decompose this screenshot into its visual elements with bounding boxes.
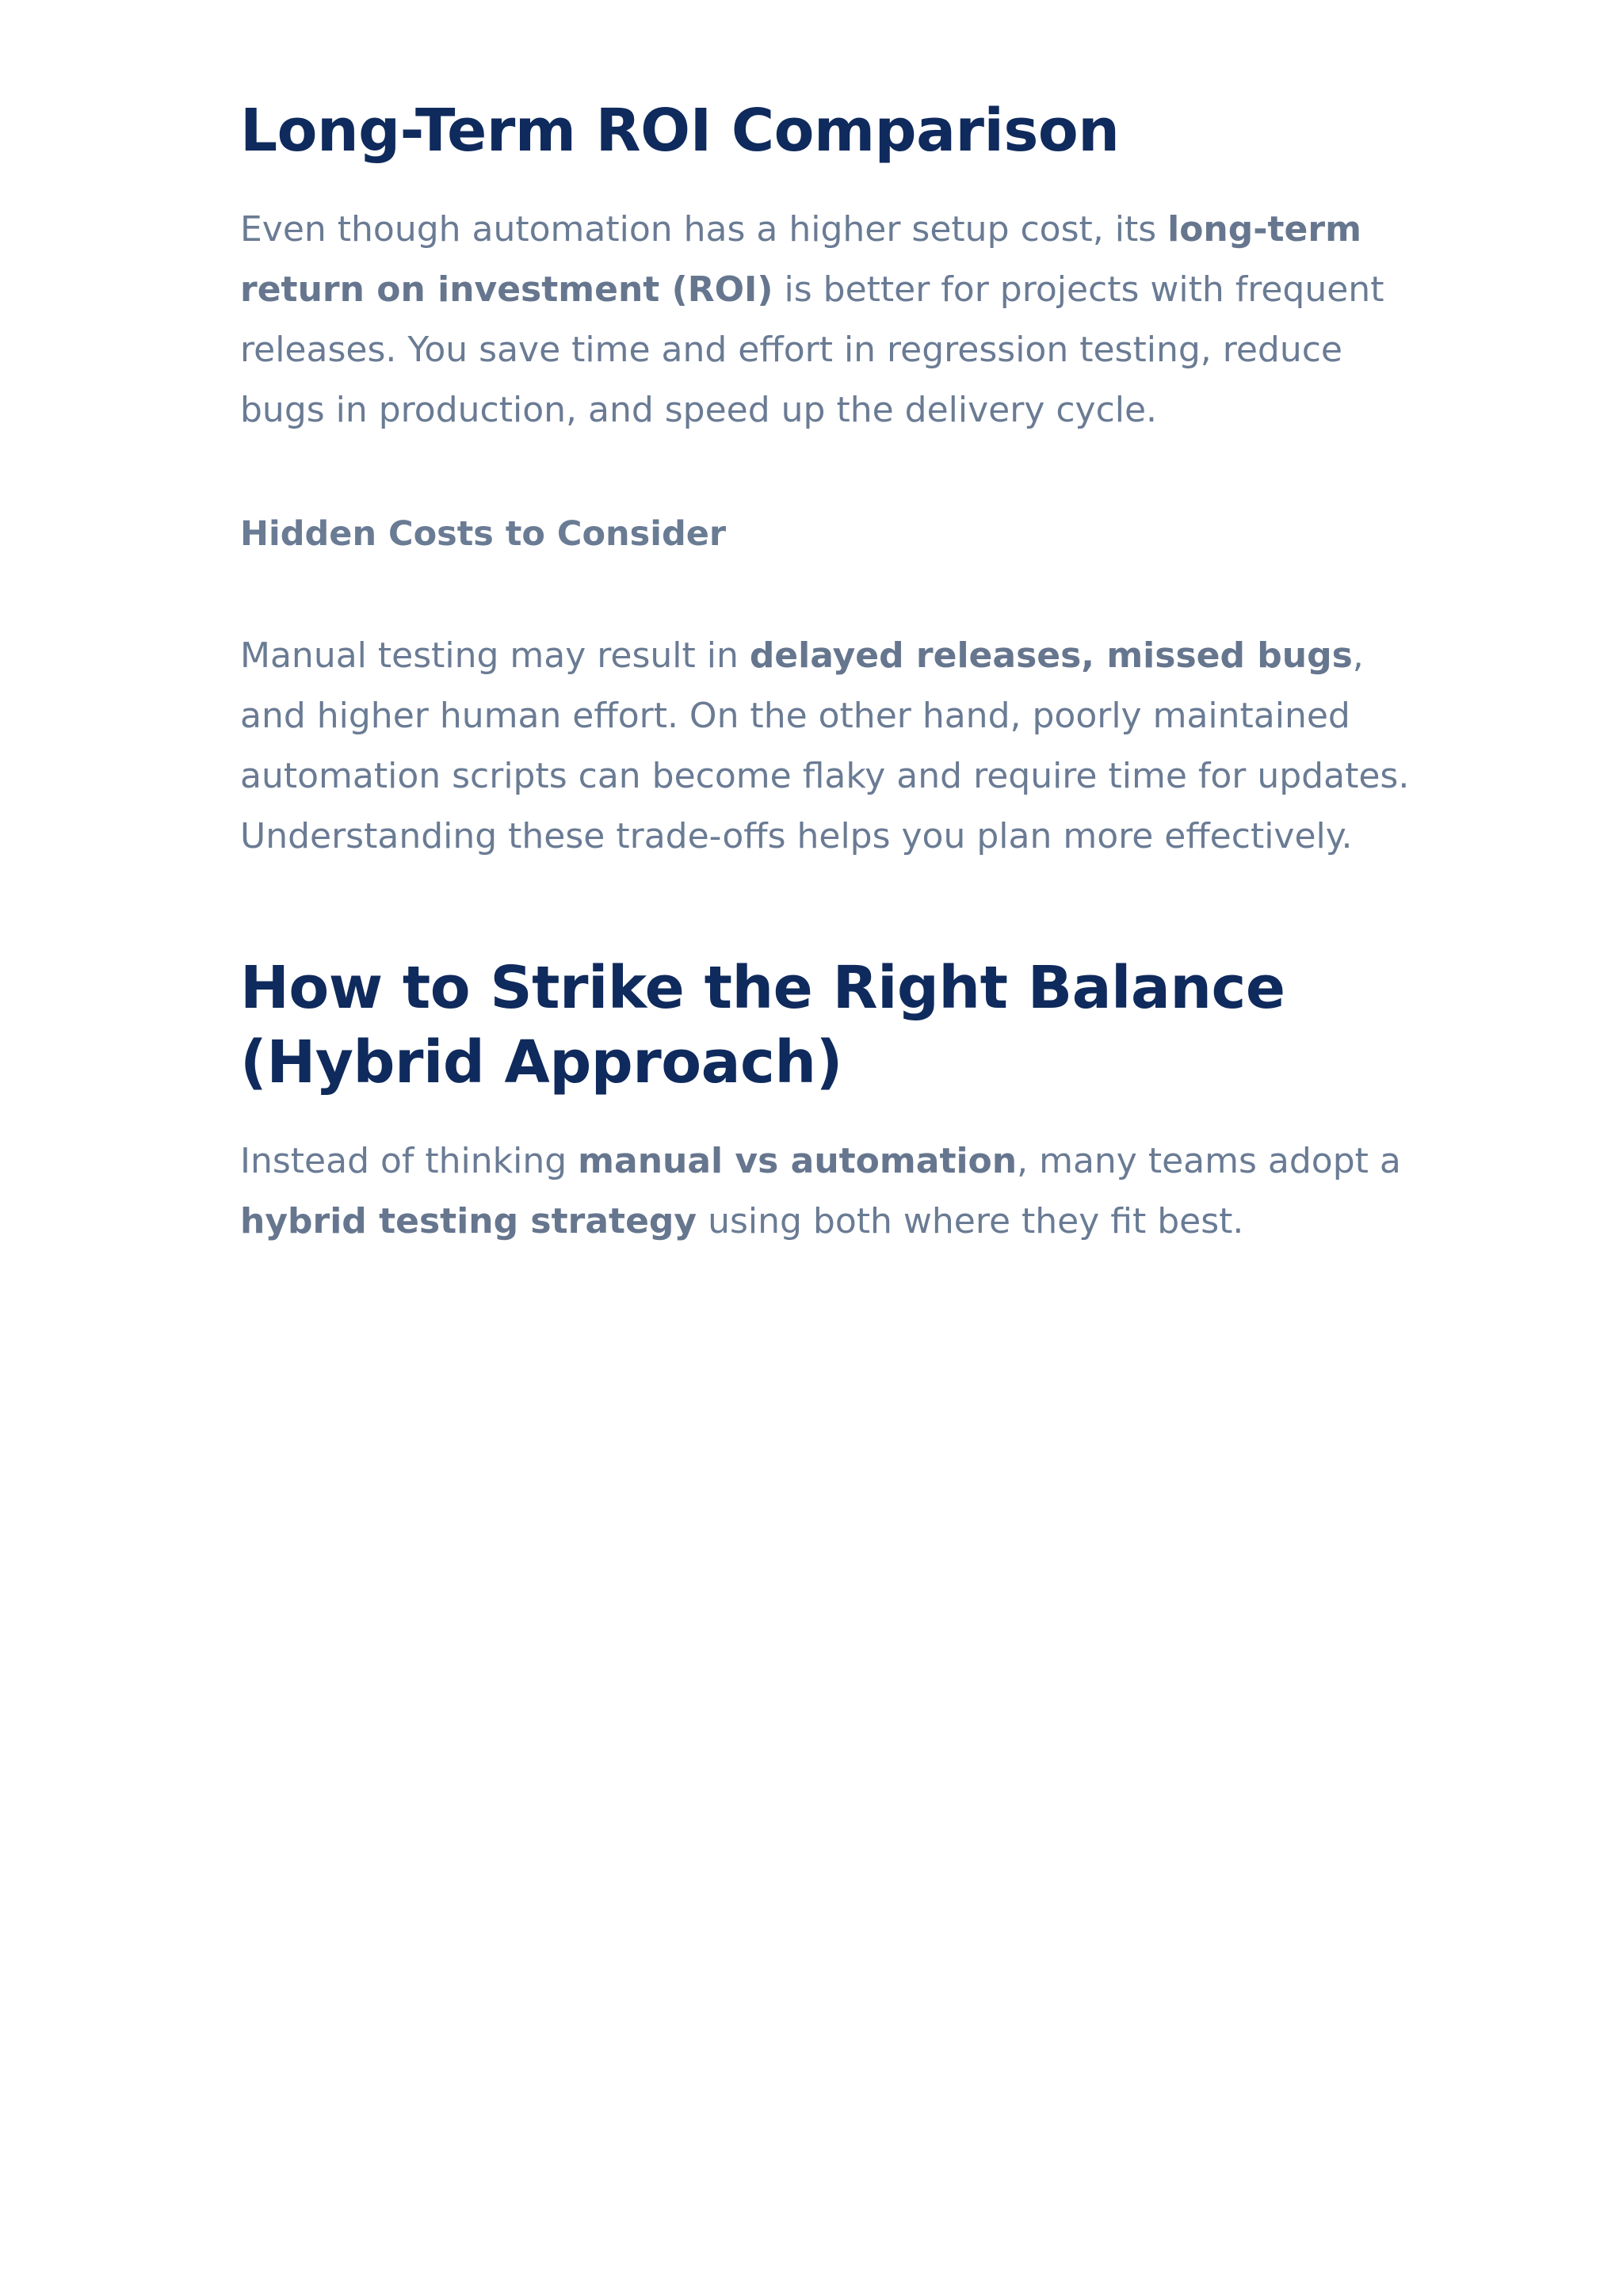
- paragraph-balance-text-1: Instead of thinking: [240, 1141, 579, 1181]
- paragraph-roi-bold: long-term return on investment (ROI): [240, 209, 1361, 310]
- paragraph-hidden-costs-text-2: , and higher human effort. On the other hand, poorly maintained automation scripts can become flaky and require time for updates. Understanding these trade-offs helps you plan more effectively.: [240, 635, 1410, 856]
- paragraph-hidden-costs: [240, 626, 1429, 867]
- section-heading-balance: How to Strike the Right Balance (Hybrid Approach): [240, 954, 1285, 1097]
- paragraph-roi-text-1: Even though automation has a higher setup cost, its: [240, 209, 1168, 250]
- paragraph-balance-bold-2: hybrid testing strategy: [240, 1201, 697, 1241]
- paragraph-balance: [240, 1131, 1429, 1252]
- subheading-hidden-costs: Hidden Costs to Consider: [240, 514, 727, 554]
- paragraph-balance-bold-1: manual vs automation: [578, 1141, 1018, 1181]
- section-heading-roi: Long-Term ROI Comparison: [240, 97, 1120, 165]
- article-content: [240, 93, 1429, 1252]
- paragraph-hidden-costs-text-1: Manual testing may result in: [240, 635, 750, 676]
- paragraph-roi-text-2: is better for projects with frequent releases. You save time and effort in regression testing, reduce bugs in production, and speed up the delivery cycle.: [240, 269, 1384, 430]
- paragraph-balance-text-2: , many teams adopt a: [1017, 1141, 1401, 1181]
- paragraph-balance-text-3: using both where they fit best.: [697, 1201, 1244, 1241]
- paragraph-roi: [240, 200, 1429, 441]
- paragraph-hidden-costs-bold: delayed releases, missed bugs: [749, 635, 1353, 676]
